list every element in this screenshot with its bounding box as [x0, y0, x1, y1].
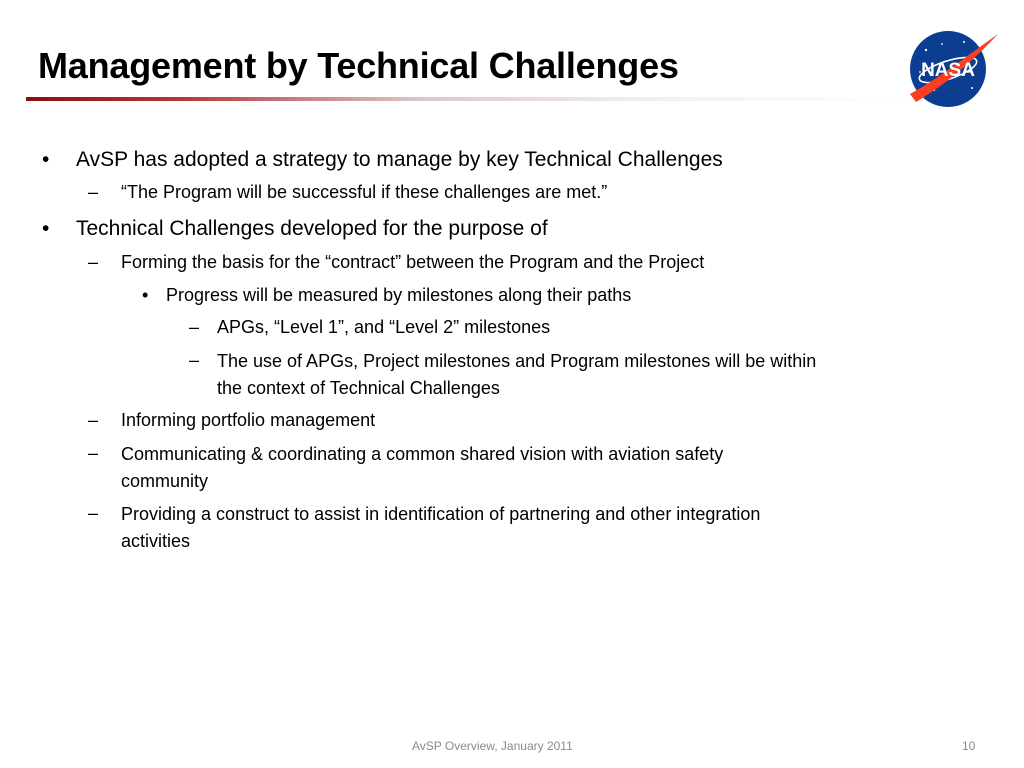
dash-marker: – — [88, 252, 99, 272]
nasa-logo-text: NASA — [921, 60, 975, 81]
dash-marker: – — [189, 317, 200, 337]
subbullet-text: Forming the basis for the “contract” between the Program and the Project — [121, 252, 705, 272]
subbullet-program-success — [88, 180, 608, 205]
subbullet-text-line1: Communicating & coordinating a common shared vision with aviation safety — [121, 444, 724, 464]
slide-title: Management by Technical Challenges — [38, 45, 679, 86]
nasa-meatball-icon — [906, 28, 1000, 110]
dash-marker: – — [88, 182, 99, 202]
subbullet-text-line1: The use of APGs, Project milestones and Program milestones will be within — [217, 351, 817, 371]
nasa-logo — [906, 28, 1000, 110]
footer-caption: AvSP Overview, January 2011 — [412, 739, 573, 753]
subbullet-text-line1: Providing a construct to assist in identification of partnering and other integration — [121, 504, 761, 524]
bullet-marker: • — [142, 285, 149, 305]
page-number: 10 — [962, 739, 976, 753]
subbullet-shared-vision — [88, 441, 724, 495]
bullet-marker: • — [42, 148, 50, 171]
subbullet-contract-basis — [88, 250, 705, 275]
title-underline — [26, 97, 906, 101]
subbullet-partnering — [88, 501, 761, 555]
subbullet-text-line2: the context of Technical Challenges — [217, 378, 500, 398]
subbullet-text: Progress will be measured by milestones along their paths — [166, 285, 632, 305]
dash-marker: – — [88, 503, 99, 523]
subbullet-apg-use — [189, 348, 817, 402]
dash-marker: – — [189, 350, 200, 370]
subbullet-apg-levels — [189, 315, 551, 340]
subbullet-text: Informing portfolio management — [121, 410, 376, 430]
subbullet-text: APGs, “Level 1”, and “Level 2” milestones — [217, 317, 551, 337]
bullet-marker: • — [42, 217, 50, 240]
bullet-technical-challenges — [42, 216, 548, 242]
subbullet-text-line2: activities — [121, 531, 191, 551]
subbullet-text: “The Program will be successful if these challenges are met.” — [121, 182, 608, 202]
dash-marker: – — [88, 443, 99, 463]
bullet-text: Technical Challenges developed for the purpose of — [76, 217, 548, 240]
subbullet-portfolio — [88, 408, 376, 433]
bullet-text: AvSP has adopted a strategy to manage by key Technical Challenges — [76, 148, 723, 171]
bullet-strategy — [42, 147, 723, 173]
subbullet-text-line2: community — [121, 471, 209, 491]
subbullet-progress-measured — [142, 283, 632, 308]
dash-marker: – — [88, 410, 99, 430]
